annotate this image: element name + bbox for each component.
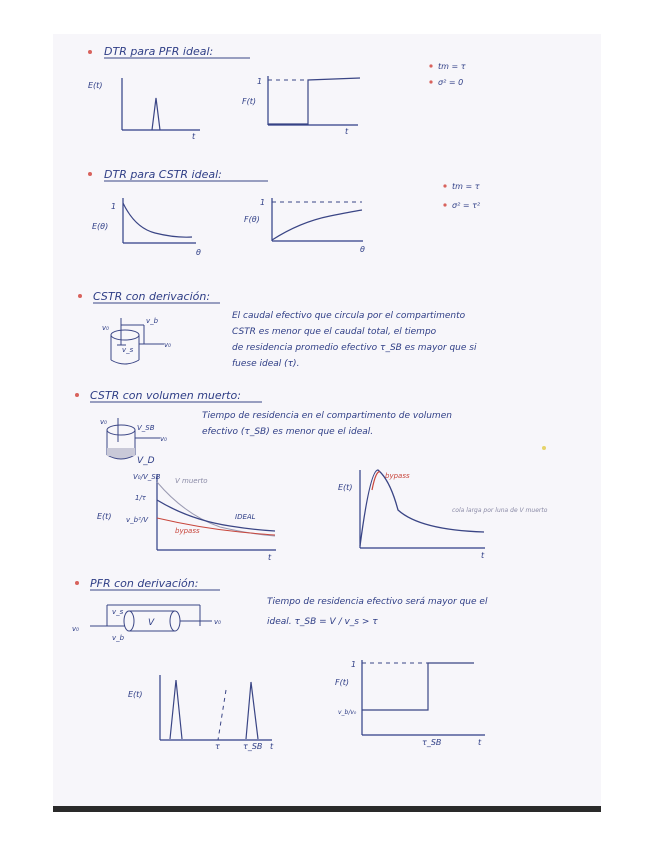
x-axis-label: t xyxy=(270,742,274,751)
stream-label: v_s xyxy=(112,608,124,616)
text-line: El caudal efectivo que circula por el compartimento xyxy=(232,311,466,321)
cstr-bypass-text xyxy=(232,311,477,369)
cstr-ideal-e-graph xyxy=(92,198,201,257)
cstr-bypass-sketch xyxy=(102,317,171,364)
inlet-label: v₀ xyxy=(100,418,107,426)
outlet-label: v₀ xyxy=(164,341,171,349)
pfr-ideal-notes xyxy=(429,62,465,87)
x-axis-label: t xyxy=(268,553,272,562)
section-title: CSTR con derivación: xyxy=(93,290,211,303)
bullet-icon xyxy=(75,581,79,585)
bullet-icon xyxy=(88,50,92,54)
x-axis-label: t xyxy=(192,132,196,141)
note-variance: σ² = τ² xyxy=(452,201,481,210)
text-line: de residencia promedio efectivo τ_SB es mayor que si xyxy=(232,343,477,353)
inlet-label: v₀ xyxy=(102,324,109,332)
tick-label: 1/τ xyxy=(135,494,147,502)
x-axis-label: t xyxy=(345,127,349,136)
note-mean-time: tm = τ xyxy=(438,62,466,71)
pfr-ideal-f-graph xyxy=(242,76,360,136)
level-label: 1 xyxy=(257,77,263,86)
outlet-label: v₀ xyxy=(214,618,221,626)
note-variance: σ² = 0 xyxy=(438,78,464,87)
text-line: CSTR es menor que el caudal total, el tiempo xyxy=(232,327,437,337)
cstr-dead-volume-e-graph-2 xyxy=(338,470,548,560)
dead-volume-curve-label: V muerto xyxy=(175,477,208,485)
cstr-ideal-f-graph xyxy=(244,198,365,254)
x-axis-label: t xyxy=(478,738,482,747)
bypass-level-label: v_b/v₀ xyxy=(338,709,357,716)
text-line: ideal. τ_SB = V / v_s > τ xyxy=(267,617,378,627)
text-line: efectivo (τ_SB) es menor que el ideal. xyxy=(202,427,374,437)
tau-tick: τ xyxy=(215,742,220,751)
volume-label: V xyxy=(148,618,155,628)
section-title: PFR con derivación: xyxy=(90,577,199,590)
cstr-dead-volume-e-graph-1 xyxy=(97,473,276,562)
y-axis-label: E(t) xyxy=(338,483,353,492)
effective-volume-label: V_SB xyxy=(137,424,155,432)
section-title: DTR para PFR ideal: xyxy=(104,45,214,58)
stream-label: v_s xyxy=(122,346,134,354)
inlet-label: v₀ xyxy=(72,625,79,633)
long-tail-label xyxy=(452,507,548,514)
y-axis-label: E(t) xyxy=(97,512,112,521)
stain-mark xyxy=(542,446,546,450)
ideal-curve-label: IDEAL xyxy=(235,513,256,521)
pfr-bypass-f-graph xyxy=(335,660,485,747)
x-axis-label: t xyxy=(481,551,485,560)
pfr-bypass-sketch xyxy=(72,605,221,642)
dead-volume-label: V_D xyxy=(137,456,155,466)
outlet-label: v₀ xyxy=(160,435,167,443)
text-line: Tiempo de residencia efectivo será mayor que el xyxy=(267,597,488,607)
tau-sb-tick: τ_SB xyxy=(422,738,442,747)
cstr-dead-volume-sketch xyxy=(100,418,167,466)
section-title: DTR para CSTR ideal: xyxy=(104,168,222,181)
long-tail-label-text: cola larga por luna de V muerto xyxy=(452,507,548,514)
tick-label: v_b²/V xyxy=(126,516,149,524)
cstr-ideal-notes xyxy=(443,182,480,210)
text-line: Tiempo de residencia en el compartimento de volumen xyxy=(202,411,452,421)
pfr-bypass-e-graph xyxy=(128,675,274,751)
tau-sb-tick: τ_SB xyxy=(243,742,263,751)
bypass-curve-label: bypass xyxy=(175,527,200,535)
y-axis-label: F(θ) xyxy=(244,215,260,224)
y-axis-label: F(t) xyxy=(242,97,256,106)
bypass-peak-label: bypass xyxy=(385,472,410,480)
y-axis-label: F(t) xyxy=(335,678,349,687)
bullet-icon xyxy=(75,393,79,397)
note-mean-time: tm = τ xyxy=(452,182,480,191)
level-label: 1 xyxy=(260,198,266,207)
y-axis-label: E(θ) xyxy=(92,222,109,231)
tick-label: V₀/V_SB xyxy=(133,473,161,481)
bullet-icon xyxy=(78,294,82,298)
text-line: fuese ideal (τ). xyxy=(232,359,300,369)
y-axis-label: E(t) xyxy=(88,81,103,90)
section-title: CSTR con volumen muerto: xyxy=(90,389,241,402)
bypass-label: v_b xyxy=(146,317,159,325)
bypass-label: v_b xyxy=(112,634,125,642)
y-axis-label: E(t) xyxy=(128,690,143,699)
pfr-ideal-e-graph xyxy=(88,78,200,141)
level-label: 1 xyxy=(111,202,117,211)
bullet-icon xyxy=(88,172,92,176)
cstr-dead-volume-text xyxy=(202,411,452,437)
x-axis-label: θ xyxy=(360,245,365,254)
x-axis-label: θ xyxy=(196,248,201,257)
level-label: 1 xyxy=(351,660,357,669)
pfr-bypass-text xyxy=(267,597,488,627)
